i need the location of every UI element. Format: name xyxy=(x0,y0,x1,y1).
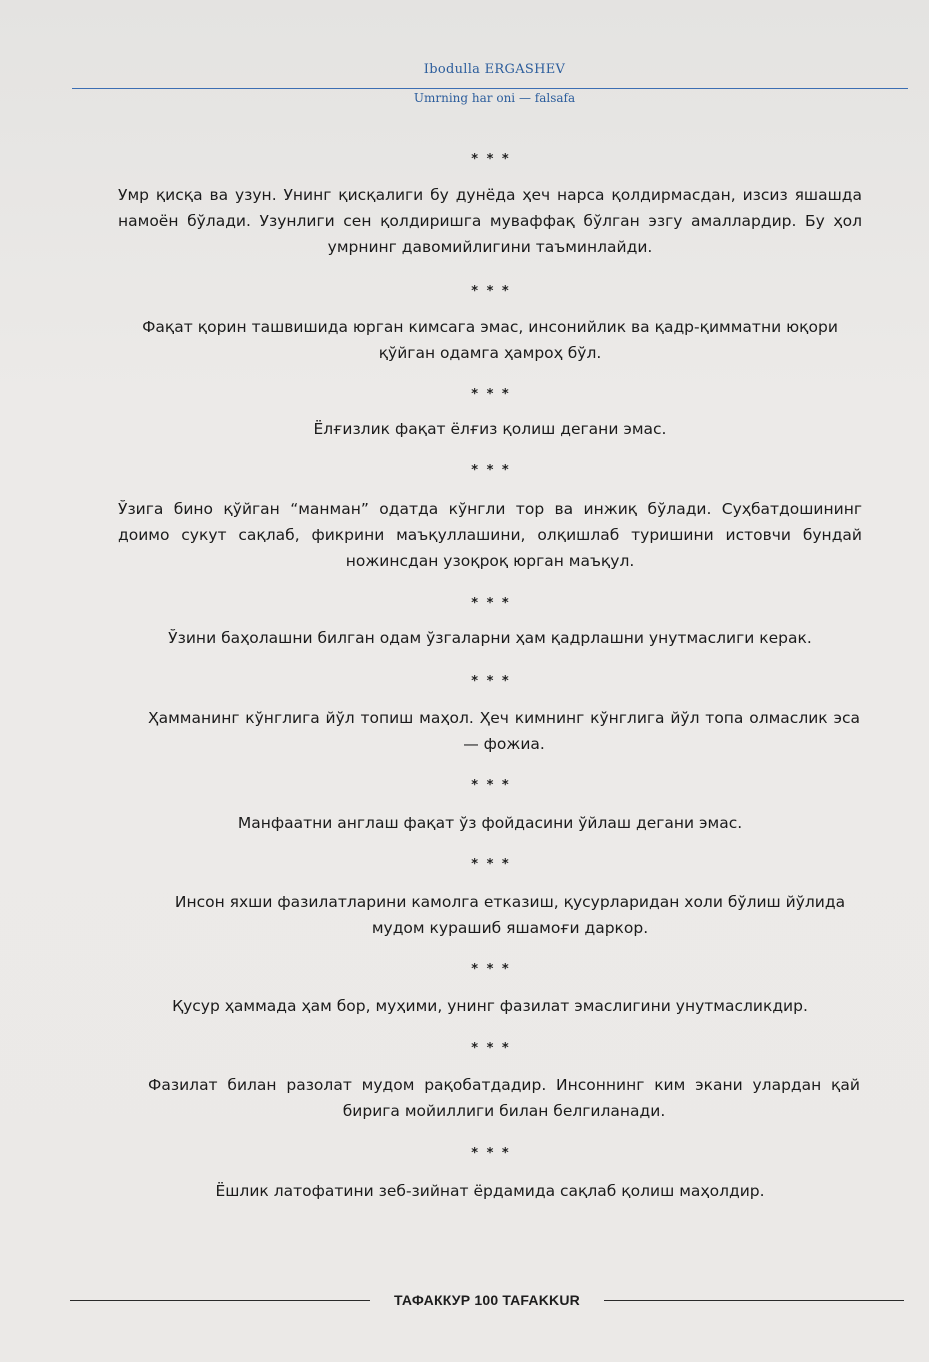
section-separator: * * * xyxy=(471,284,511,299)
section-separator: * * * xyxy=(471,857,511,872)
section-separator: * * * xyxy=(471,1146,511,1161)
footer-rule-left xyxy=(70,1300,370,1301)
section-separator: * * * xyxy=(471,387,511,402)
section-separator: * * * xyxy=(471,778,511,793)
aphorism-text: Ўзини баҳолашни билган одам ўзгаларни ҳам қадрлашни унутмаслиги керак. xyxy=(168,629,812,647)
section-separator: * * * xyxy=(471,152,511,167)
header-subtitle: Umrning har oni — falsafa xyxy=(413,91,576,105)
aphorism-text: Умр қисқа ва узун. Унинг қисқалиги бу дунёда ҳеч нарса қолдирмасдан, изсиз яшашда намоён бўлади. Узунлиги сен қолдиришга муваффақ бўлган эзгу амаллардир. Бу ҳол умрнинг давомийлигини таъминлайди. xyxy=(118,186,862,256)
aphorism-text: Фақат қорин ташвишида юрган кимсага эмас, инсонийлик ва қадр-қимматни юқори қўйган одамга ҳамроҳ бўл. xyxy=(142,318,838,362)
section-separator: * * * xyxy=(471,962,511,977)
section-separator: * * * xyxy=(471,463,511,478)
header-author: Ibodulla ERGASHEV xyxy=(423,62,566,77)
aphorism-text: Манфаатни англаш фақат ўз фойдасини ўйлаш дегани эмас. xyxy=(237,814,743,832)
page-footer: ТАФАККУР 100 TAFAKKUR xyxy=(394,1292,580,1308)
aphorism-text: Ҳамманинг кўнглига йўл топиш маҳол. Ҳеч кимнинг кўнглига йўл топа олмаслик эса — фожиа. xyxy=(148,709,860,753)
aphorism-text: Ўзига бино қўйган “манман” одатда кўнгли тор ва инжиқ бўлади. Суҳбатдошининг доимо сукут сақлаб, фикрини маъқуллашини, олқишлаб туришини истовчи бундай ножинсдан узоқроқ юрган маъқул. xyxy=(118,500,862,570)
section-separator: * * * xyxy=(471,596,511,611)
header-rule xyxy=(72,88,908,89)
section-separator: * * * xyxy=(471,1041,511,1056)
aphorism-text: Қусур ҳаммада ҳам бор, муҳими, унинг фазилат эмаслигини унутмасликдир. xyxy=(172,997,808,1015)
aphorism-text: Фазилат билан разолат мудом рақобатдадир. Инсоннинг ким экани улардан қай бирига мойиллиги билан белгиланади. xyxy=(148,1076,860,1120)
aphorism-text: Инсон яхши фазилатларини камолга етказиш, қусурларидан холи бўлиш йўлида мудом курашиб яшамоғи даркор. xyxy=(174,893,846,937)
section-separator: * * * xyxy=(471,674,511,689)
footer-rule-right xyxy=(604,1300,904,1301)
aphorism-text: Ёшлик латофатини зеб-зийнат ёрдамида сақлаб қолиш маҳолдир. xyxy=(215,1182,765,1200)
aphorism-text: Ёлғизлик фақат ёлғиз қолиш дегани эмас. xyxy=(313,420,667,438)
